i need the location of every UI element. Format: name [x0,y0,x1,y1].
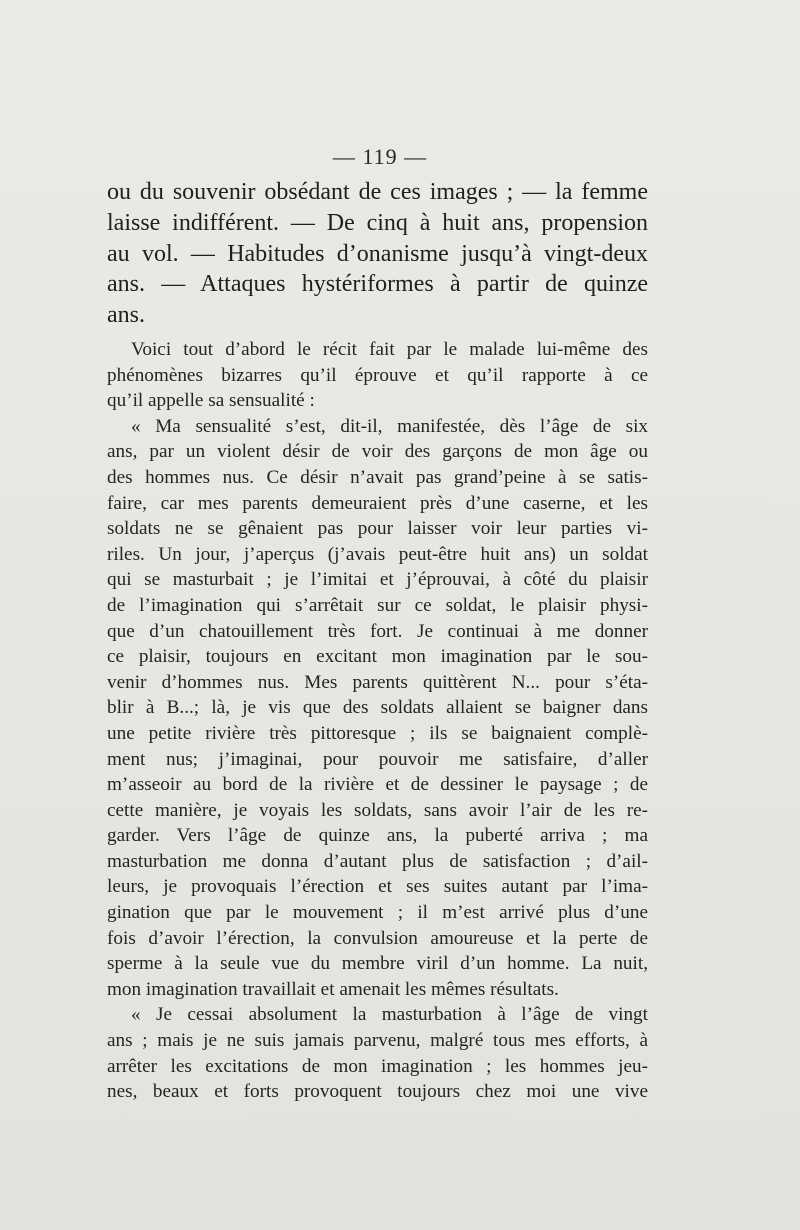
paragraph-line: soldats ne se gênaient pas pour laisser voir leur parties vi- [107,518,648,540]
paragraph-line: une petite rivière très pittoresque ; ils se baignaient complè- [107,722,648,744]
paragraph-line: ment nus; j’imaginai, pour pouvoir me satisfaire, d’aller [107,748,648,770]
summary-line: au vol. — Habitudes d’onanisme jusqu’à vingt-deux [107,240,648,267]
paragraph-line: fois d’avoir l’érection, la convulsion amoureuse et la perte de [107,927,648,949]
paragraph-line: garder. Vers l’âge de quinze ans, la puberté arriva ; ma [107,825,648,847]
paragraph-line: phénomènes bizarres qu’il éprouve et qu’il rapporte à ce [107,364,648,386]
paragraph-line: riles. Un jour, j’aperçus (j’avais peut-être huit ans) un soldat [107,543,648,565]
summary-line: ans. [107,302,145,329]
paragraph-line: nes, beaux et forts provoquent toujours chez moi une vive [107,1081,648,1103]
paragraph-line: Voici tout d’abord le récit fait par le malade lui-même des [131,339,648,360]
summary-line: laisse indifférent. — De cinq à huit ans, propension [107,209,648,236]
paragraph-line: masturbation me donna d’autant plus de satisfaction ; d’ail- [107,850,648,872]
paragraph-line: que d’un chatouillement très fort. Je continuai à me donner [107,620,648,642]
paragraph-line: qui se masturbait ; je l’imitai et j’éprouvai, à côté du plaisir [107,569,648,591]
summary-line: ou du souvenir obsédant de ces images ; — la femme [107,179,648,205]
chapter-summary [107,177,648,331]
paragraph-line: des hommes nus. Ce désir n’avait pas grand’peine à se satis- [107,466,648,488]
page-number: — 119 — [332,144,428,169]
paragraph-line: ans ; mais je ne suis jamais parvenu, malgré tous mes efforts, à [107,1030,648,1052]
paragraph-line: venir d’hommes nus. Mes parents quittèrent N... pour s’éta- [107,671,648,693]
paragraph-line: qu’il appelle sa sensualité : [107,390,315,412]
paragraph-line: « Ma sensualité s’est, dit-il, manifestée, dès l’âge de six [131,415,648,437]
paragraph-line: leurs, je provoquais l’érection et ses suites autant par l’ima- [107,876,648,898]
paragraph-line: mon imagination travaillait et amenait les mêmes résultats. [107,978,559,1000]
paragraph-line: ans, par un violent désir de voir des garçons de mon âge ou [107,441,648,463]
paragraph-line: cette manière, je voyais les soldats, sans avoir l’air de les re- [107,799,648,821]
paragraph-line: arrêter les excitations de mon imagination ; les hommes jeu- [107,1055,648,1077]
paragraph-line: de l’imagination qui s’arrêtait sur ce soldat, le plaisir physi- [107,594,648,616]
paragraph-line: faire, car mes parents demeuraient près d’une caserne, et les [107,492,648,514]
paragraph-line: sperme à la seule vue du membre viril d’un homme. La nuit, [107,953,648,975]
paragraph-line: blir à B...; là, je vis que des soldats allaient se baigner dans [107,697,648,719]
summary-line: ans. — Attaques hystériformes à partir de quinze [107,271,648,298]
paragraph-line: ce plaisir, toujours en excitant mon imagination par le sou- [107,646,648,668]
body-text [107,337,648,1105]
paragraph-line: gination que par le mouvement ; il m’est arrivé plus d’une [107,902,648,924]
paragraph-line: m’asseoir au bord de la rivière et de dessiner le paysage ; de [107,774,648,796]
paragraph-line: « Je cessai absolument la masturbation à l’âge de vingt [131,1004,648,1026]
